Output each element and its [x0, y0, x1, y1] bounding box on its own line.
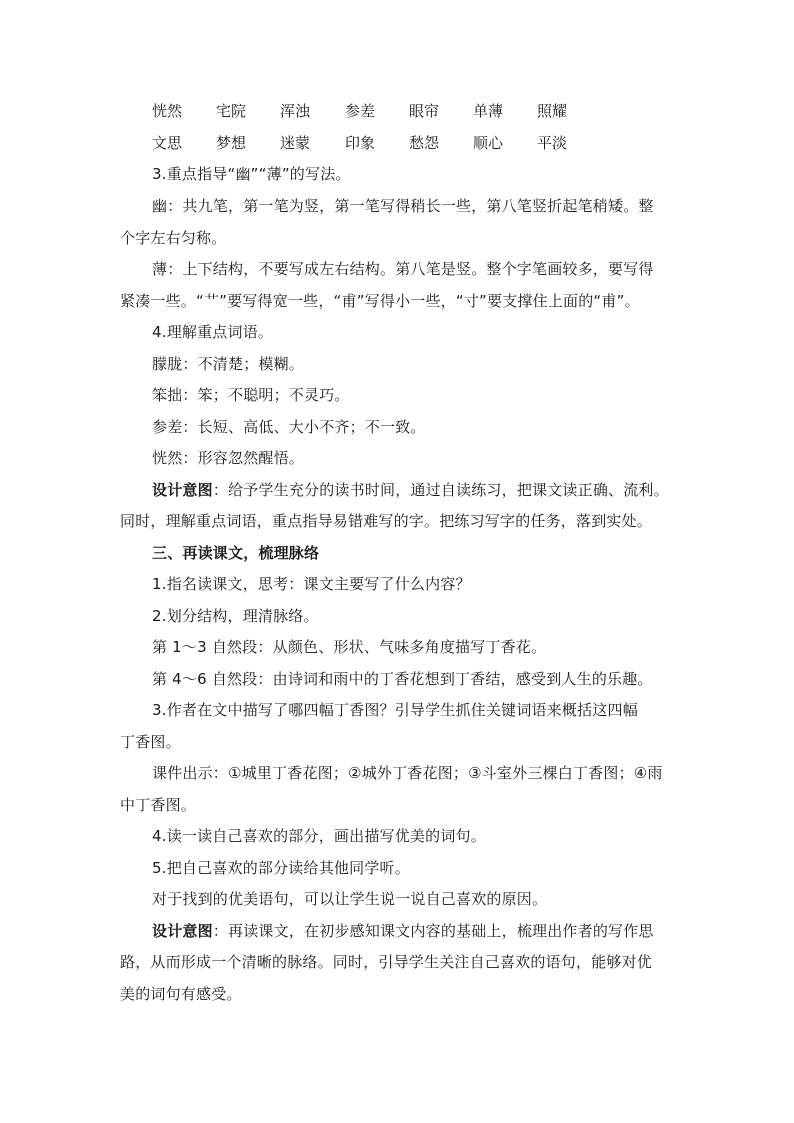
vocab-word: 眼帘 [409, 102, 440, 120]
design-intent-label: 设计意图 [152, 481, 213, 499]
definition-cenci: 参差：长短、高低、大小不齐；不一致。 [152, 418, 426, 436]
reason-note: 对于找到的优美语句，可以让学生说一说自己喜欢的原因。 [152, 890, 548, 908]
design-intent-2-line-3: 美的词句有感受。 [120, 985, 242, 1003]
step-4: 4.读一读自己喜欢的部分，画出描写优美的词句。 [152, 827, 486, 845]
design-intent-1-line-2: 同时，理解重点词语，重点指导易错难写的字。把练习写字的任务，落到实处。 [120, 512, 653, 530]
design-intent-2-line-2: 路，从而形成一个清晰的脉络。同时，引导学生关注自己喜欢的语句，能够对优 [120, 953, 653, 971]
step-2: 2.划分结构，理清脉络。 [152, 607, 319, 625]
vocab-word: 单薄 [473, 102, 504, 120]
vocab-word: 恍然 [152, 102, 183, 120]
vocab-word: 照耀 [537, 102, 568, 120]
definition-benzhuo: 笨拙：笨；不聪明；不灵巧。 [152, 386, 350, 404]
paragraph-structure-2: 第 4～6 自然段：由诗词和雨中的丁香花想到丁香结，感受到人生的乐趣。 [152, 670, 653, 688]
vocab-word: 参差 [345, 102, 376, 120]
bao-explanation-line-2: 紧凑一些。“艹”要写得宽一些，“甫”写得小一些，“寸”要支撑住上面的“甫”。 [120, 292, 640, 310]
bao-explanation-line-1: 薄：上下结构，不要写成左右结构。第八笔是竖。整个字笔画较多，要写得 [152, 260, 654, 278]
step-3-line-2: 丁香图。 [120, 733, 181, 751]
section-heading-reread: 三、再读课文，梳理脉络 [152, 544, 320, 562]
vocab-word: 愁怨 [409, 134, 440, 152]
design-intent-text: ：再读课文，在初步感知课文内容的基础上，梳理出作者的写作思 [212, 922, 654, 940]
vocab-word: 平淡 [537, 134, 568, 152]
vocab-word: 迷蒙 [280, 134, 311, 152]
you-explanation-line-1: 幽：共九笔，第一笔为竖，第一笔写得稍长一些，第八笔竖折起笔稍矮。整 [152, 197, 654, 215]
courseware-line-2: 中丁香图。 [120, 796, 197, 814]
section-4-title: 4.理解重点词语。 [152, 323, 274, 341]
vocab-word: 浑浊 [280, 102, 311, 120]
vocab-word: 宅院 [216, 102, 247, 120]
design-intent-text: ：给予学生充分的读书时间，通过自读练习，把课文读正确、流利。 [212, 481, 669, 499]
design-intent-2-line-1 [152, 921, 654, 941]
vocab-word: 顺心 [473, 134, 504, 152]
design-intent-label: 设计意图 [152, 922, 213, 940]
section-3-title: 3.重点指导“幽”“薄”的写法。 [152, 165, 351, 183]
step-5: 5.把自己喜欢的部分读给其他同学听。 [152, 859, 410, 877]
definition-menglong: 朦胧：不清楚；模糊。 [152, 355, 305, 373]
step-3-line-1: 3.作者在文中描写了哪四幅丁香图？引导学生抓住关键词语来概括这四幅 [152, 701, 638, 719]
vocab-word: 印象 [345, 134, 376, 152]
courseware-line-1: 课件出示：①城里丁香花图；②城外丁香花图；③斗室外三棵白丁香图；④雨 [152, 764, 663, 782]
paragraph-structure-1: 第 1～3 自然段：从颜色、形状、气味多角度描写丁香花。 [152, 638, 547, 656]
design-intent-1-line-1 [152, 480, 669, 500]
you-explanation-line-2: 个字左右匀称。 [120, 229, 227, 247]
vocab-word: 梦想 [216, 134, 247, 152]
step-1: 1.指名读课文，思考：课文主要写了什么内容？ [152, 575, 471, 593]
definition-huangran: 恍然：形容忽然醒悟。 [152, 449, 305, 467]
vocab-word: 文思 [152, 134, 183, 152]
